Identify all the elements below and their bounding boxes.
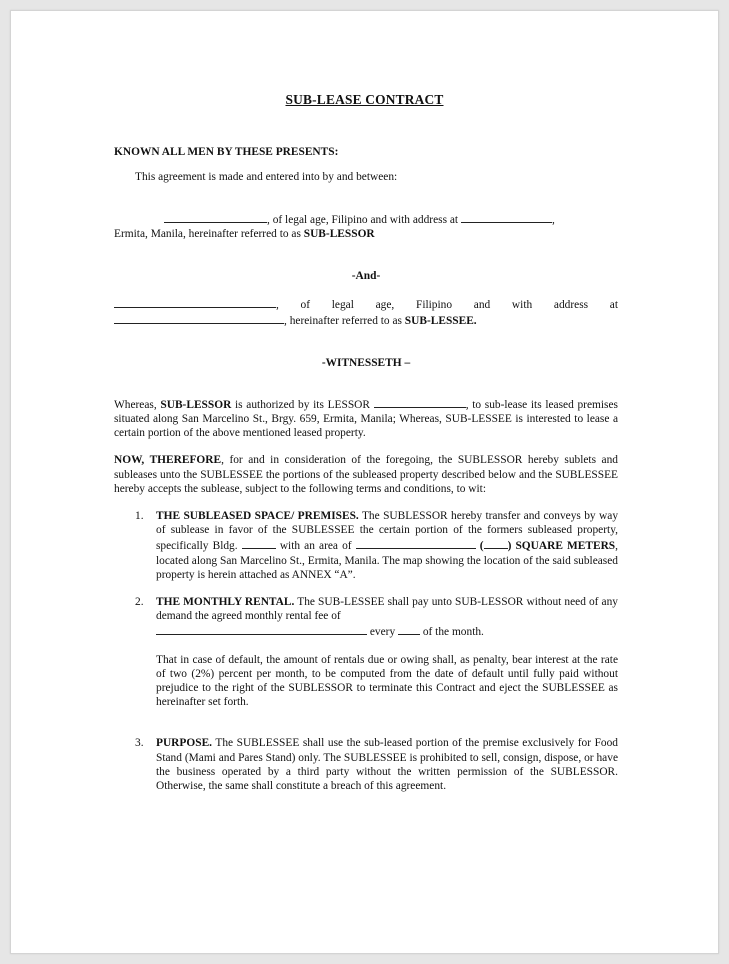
area-words-blank[interactable] <box>356 537 476 549</box>
area-number-blank[interactable] <box>484 537 508 549</box>
sublessee-address-blank[interactable] <box>114 312 284 324</box>
term-number: 1. <box>135 510 144 523</box>
term-heading: THE MONTHLY RENTAL. <box>156 596 295 609</box>
term-item-2: 2. THE MONTHLY RENTAL. The SUB-LESSEE shall pay unto SUB-LESSOR without need of any demand the agreed monthly rental fee of every of the month. That in case of default, the amount of rentals due or owing shall, as penalty, bear interest at the rate of two (2%) percent per month, to be computed from the date of default until fully paid without prejudice to the right of the SUBLESSOR to terminate this Contract and eject the SUBLESSEE as hereinafter set forth. <box>135 596 619 709</box>
term-item-1: 1. THE SUBLEASED SPACE/ PREMISES. The SUBLESSOR hereby transfer and conveys by way of sublease in favor of the SUBLESSEE the certain portion of the formers subleased property, specifically Bldg. with an area of ( ) SQUARE METERS, located along San Marcelino St., Ermita, Manila. The map showing the location of the said subleased property is herein attached as ANNEX “A”. <box>135 510 619 581</box>
due-day-blank[interactable] <box>398 623 420 635</box>
rental-fee-blank[interactable] <box>156 623 367 635</box>
document-body <box>114 93 618 793</box>
document-page <box>10 10 719 954</box>
and-separator: -And- <box>351 270 381 283</box>
party1-line2: Ermita, Manila, hereinafter referred to as SUB-LESSOR <box>114 227 375 240</box>
witnesseth-heading: -WITNESSETH – <box>321 356 411 369</box>
term-heading: THE SUBLEASED SPACE/ PREMISES. <box>156 510 359 523</box>
intro-line: This agreement is made and entered into by and between: <box>135 171 398 184</box>
building-blank[interactable] <box>242 537 276 549</box>
sublessor-name-blank[interactable] <box>164 211 267 223</box>
lessor-name-blank[interactable] <box>374 396 466 408</box>
party1-line1: , of legal age, Filipino and with address at , <box>114 211 618 227</box>
whereas-paragraph: Whereas, SUB-LESSOR is authorized by its LESSOR , to sub-lease its leased premises situated along San Marcelino St., Brgy. 659, Ermita, Manila; Whereas, SUB-LESSEE is interested to lease a certain portion of the above mentioned leased property. <box>114 396 618 441</box>
now-therefore-paragraph: NOW, THEREFORE, for and in consideration of the foregoing, the SUBLESSOR hereby sublets and subleases unto the SUBLESSEE the portions of the subleased property described below and the SUBLESSEE hereby accepts the sublease, subject to the following terms and conditions, to wit: <box>114 454 618 495</box>
term-number: 2. <box>135 596 144 609</box>
sublessee-name-blank[interactable] <box>114 296 276 308</box>
default-paragraph: That in case of default, the amount of rentals due or owing shall, as penalty, bear interest at the rate of two (2%) percent per month, to be computed from the date of default until fully paid without prejudice to the right of the SUBLESSOR to terminate this Contract and eject the SUBLESSEE as hereinafter set forth. <box>156 653 618 709</box>
term-number: 3. <box>135 737 144 750</box>
intro-heading: KNOWN ALL MEN BY THESE PRESENTS: <box>114 146 339 159</box>
sublessor-address-blank[interactable] <box>461 211 552 223</box>
party2-line2: , hereinafter referred to as SUB-LESSEE. <box>114 312 618 328</box>
term-heading: PURPOSE. <box>156 737 213 750</box>
party2-line1: , of legal age, Filipino and with address at <box>114 296 618 312</box>
document-title: SUB-LEASE CONTRACT <box>285 92 444 107</box>
term-item-3: 3. PURPOSE. The SUBLESSEE shall use the sub-leased portion of the premise exclusively for Food Stand (Mami and Pares Stand) only. The SUBLESSEE is prohibited to sell, consign, dispose, or have the business operated by a third party without the written permission of the SUBLESSOR. Otherwise, the same shall constitute a breach of this agreement. <box>135 737 618 793</box>
